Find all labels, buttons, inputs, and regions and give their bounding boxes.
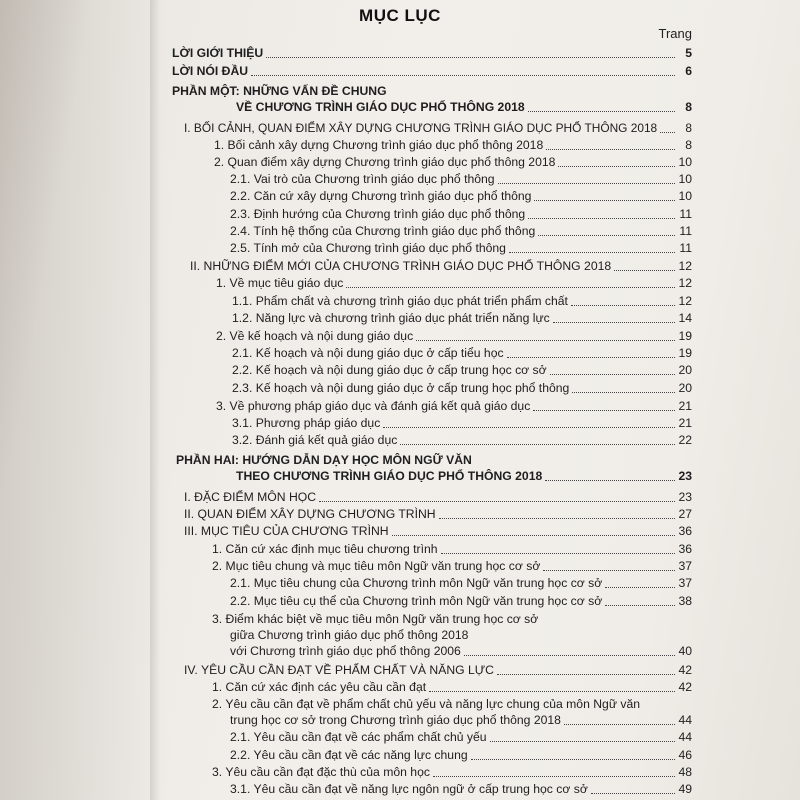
dot-leader: [538, 235, 675, 236]
toc-entry-title: VỀ CHƯƠNG TRÌNH GIÁO DỤC PHỔ THÔNG 2018: [236, 100, 525, 114]
toc-entry[interactable]: [230, 241, 692, 256]
dot-leader: [543, 570, 675, 571]
toc-entry-title: 1.2. Năng lực và chương trình giáo dục phát triển năng lực: [232, 311, 550, 325]
toc-entry[interactable]: [172, 64, 692, 79]
toc-entry-title: LỜI NÓI ĐẦU: [172, 64, 249, 78]
page-column-header: Trang: [658, 26, 692, 41]
toc-entry-title: 2. Mục tiêu chung và mục tiêu môn Ngữ văn trung học cơ sở: [212, 559, 541, 573]
dot-leader: [464, 655, 675, 656]
toc-entry[interactable]: [176, 453, 692, 468]
dot-leader: [571, 305, 675, 306]
toc-entry-page-number: 8: [685, 121, 692, 135]
dot-leader: [392, 535, 675, 536]
toc-entry[interactable]: [230, 207, 692, 222]
dot-leader: [251, 75, 675, 76]
toc-entry-title: 1. Căn cứ xác định các yêu cầu cần đạt: [212, 680, 427, 694]
toc-entry-page-number: 14: [678, 311, 692, 325]
toc-entry[interactable]: [212, 765, 692, 780]
toc-entry-title: 3. Yêu cầu cần đạt đặc thù của môn học: [212, 765, 430, 779]
toc-entry-page-number: 23: [678, 490, 692, 504]
dot-leader: [471, 759, 675, 760]
toc-entry-title: trung học cơ sở trong Chương trình giáo dục phổ thông 2018: [230, 713, 561, 727]
toc-entry[interactable]: [184, 121, 692, 136]
toc-entry-title: 3. Điểm khác biệt về mục tiêu môn Ngữ văn trung học cơ sở: [212, 612, 539, 626]
toc-entry-page-number: 10: [678, 172, 692, 186]
toc-entry-title: 2.1. Yêu cầu cần đạt về các phẩm chất chủ yếu: [230, 730, 487, 744]
toc-entry[interactable]: [230, 594, 692, 609]
dot-leader: [507, 357, 675, 358]
dot-leader: [429, 691, 675, 692]
toc-entry-page-number: 42: [678, 663, 692, 677]
dot-leader: [400, 444, 675, 445]
toc-entry-title: 2.2. Mục tiêu cụ thể của Chương trình môn Ngữ văn trung học cơ sở: [230, 594, 603, 608]
toc-entry[interactable]: [232, 346, 692, 361]
dot-leader: [346, 287, 675, 288]
toc-entry[interactable]: [212, 697, 692, 712]
toc-entry-page-number: 11: [679, 224, 692, 238]
toc-entry-title: 2. Quan điểm xây dựng Chương trình giáo dục phổ thông 2018: [214, 155, 556, 169]
toc-entry[interactable]: [232, 381, 692, 396]
toc-entry-page-number: 12: [678, 259, 692, 273]
page-title: MỤC LỤC: [359, 6, 441, 25]
toc-entry-page-number: 10: [678, 189, 692, 203]
dot-leader: [509, 252, 675, 253]
toc-entry-title: 2.4. Tính hệ thống của Chương trình giáo dục phổ thông: [230, 224, 536, 238]
toc-entry-page-number: 38: [678, 594, 692, 608]
toc-entry-title: THEO CHƯƠNG TRÌNH GIÁO DỤC PHỔ THÔNG 2018: [236, 469, 543, 483]
dot-leader: [319, 501, 675, 502]
toc-entry-title: với Chương trình giáo dục phổ thông 2006: [230, 644, 461, 658]
toc-entry-page-number: 48: [678, 765, 692, 779]
toc-entry-page-number: 19: [678, 329, 692, 343]
toc-entry-page-number: 5: [685, 46, 692, 60]
toc-entry[interactable]: [230, 172, 692, 187]
dot-leader: [383, 427, 675, 428]
toc-entry-title: I. BỐI CẢNH, QUAN ĐIỂM XÂY DỰNG CHƯƠNG TRÌNH GIÁO DỤC PHỔ THÔNG 2018: [184, 121, 658, 135]
toc-entry-title: 1. Căn cứ xác định mục tiêu chương trình: [212, 542, 438, 556]
toc-entry-title: 2. Yêu cầu cần đạt về phẩm chất chủ yếu và năng lực chung của môn Ngữ văn: [212, 697, 641, 711]
toc-entry-title: PHẦN MỘT: NHỮNG VẤN ĐỀ CHUNG: [172, 84, 387, 98]
toc-entry-title: 1. Về mục tiêu giáo dục: [216, 276, 344, 290]
toc-entry-title: 2.2. Căn cứ xây dựng Chương trình giáo dục phổ thông: [230, 189, 532, 203]
toc-entry[interactable]: [230, 748, 692, 763]
toc-entry-page-number: 20: [678, 363, 692, 377]
toc-entry[interactable]: [172, 46, 692, 61]
toc-entry-page-number: 46: [678, 748, 692, 762]
dot-leader: [433, 776, 675, 777]
toc-entry-page-number: 40: [678, 644, 692, 658]
toc-entry-page-number: 6: [685, 64, 692, 78]
toc-entry-page-number: 37: [678, 559, 692, 573]
toc-entry-title: II. NHỮNG ĐIỂM MỚI CỦA CHƯƠNG TRÌNH GIÁO DỤC PHỔ THÔNG 2018: [190, 259, 612, 273]
toc-entry[interactable]: [230, 224, 692, 239]
dot-leader: [416, 340, 675, 341]
dot-leader: [614, 270, 675, 271]
toc-entry-title: III. MỤC TIÊU CỦA CHƯƠNG TRÌNH: [184, 524, 389, 538]
dot-leader: [528, 111, 675, 112]
toc-entry-title: 2.3. Kế hoạch và nội dung giáo dục ở cấp trung học phổ thông: [232, 381, 570, 395]
toc-entry-page-number: 8: [685, 138, 692, 152]
toc-entry-page-number: 21: [678, 416, 692, 430]
toc-entry[interactable]: [216, 276, 692, 291]
toc-entry-page-number: 12: [678, 294, 692, 308]
toc-entry-title: 2.1. Vai trò của Chương trình giáo dục phổ thông: [230, 172, 495, 186]
toc-entry-title: LỜI GIỚI THIỆU: [172, 46, 264, 60]
dot-leader: [534, 200, 675, 201]
toc-entry[interactable]: [230, 576, 692, 591]
dot-leader: [266, 57, 675, 58]
toc-entry-title: 3.1. Yêu cầu cần đạt về năng lực ngôn ngữ ở cấp trung học cơ sở: [230, 782, 588, 796]
toc-entry[interactable]: [232, 311, 692, 326]
toc-entry-title: 2.5. Tính mở của Chương trình giáo dục phổ thông: [230, 241, 506, 255]
dot-leader: [553, 322, 675, 323]
toc-entry-title: 1.1. Phẩm chất và chương trình giáo dục phát triển phẩm chất: [232, 294, 568, 308]
toc-entry[interactable]: [230, 713, 692, 728]
dot-leader: [439, 518, 675, 519]
dot-leader: [528, 218, 675, 219]
toc-entry-title: 2.1. Kế hoạch và nội dung giáo dục ở cấp tiểu học: [232, 346, 504, 360]
toc-entry[interactable]: [214, 138, 692, 153]
toc-entry-title: giữa Chương trình giáo dục phổ thông 2018: [230, 628, 469, 642]
toc-entry-page-number: 10: [678, 155, 692, 169]
toc-entry-page-number: 11: [679, 207, 692, 221]
toc-entry-title: 2. Về kế hoạch và nội dung giáo dục: [216, 329, 414, 343]
toc-entry-page-number: 11: [679, 241, 692, 255]
toc-entry-page-number: 19: [678, 346, 692, 360]
dot-leader: [550, 374, 675, 375]
toc-entry-page-number: 22: [678, 433, 692, 447]
toc-entry-title: PHẦN HAI: HƯỚNG DẪN DẠY HỌC MÔN NGỮ VĂN: [176, 453, 472, 467]
dot-leader: [572, 392, 675, 393]
toc-entry[interactable]: [216, 399, 692, 414]
dot-leader: [660, 132, 675, 133]
toc-entry[interactable]: [212, 559, 692, 574]
toc-entry[interactable]: [184, 490, 692, 505]
toc-entry[interactable]: [232, 294, 692, 309]
toc-entry-page-number: 44: [678, 730, 692, 744]
toc-entry-page-number: 36: [678, 542, 692, 556]
toc-entry[interactable]: [212, 680, 692, 695]
dot-leader: [591, 793, 675, 794]
toc-entry-title: I. ĐẶC ĐIỂM MÔN HỌC: [184, 490, 317, 504]
toc-entry-page-number: 21: [678, 399, 692, 413]
dot-leader: [605, 587, 675, 588]
toc-entry-page-number: 12: [678, 276, 692, 290]
toc-entry[interactable]: [212, 542, 692, 557]
toc-entry[interactable]: [184, 663, 692, 678]
toc-entry[interactable]: [216, 329, 692, 344]
dot-leader: [545, 480, 675, 481]
dot-leader: [490, 741, 675, 742]
dot-leader: [605, 605, 675, 606]
toc-entry-title: 3.2. Đánh giá kết quả giáo dục: [232, 433, 398, 447]
toc-entry-title: II. QUAN ĐIỂM XÂY DỰNG CHƯƠNG TRÌNH: [184, 507, 436, 521]
dot-leader: [546, 149, 675, 150]
dot-leader: [497, 674, 675, 675]
toc-entry-title: 2.3. Định hướng của Chương trình giáo dục phổ thông: [230, 207, 526, 221]
toc-entry[interactable]: [184, 507, 692, 522]
toc-entry-page-number: 8: [685, 100, 692, 114]
toc-entry-page-number: 20: [678, 381, 692, 395]
toc-entry-page-number: 36: [678, 524, 692, 538]
toc-entry-title: 2.1. Mục tiêu chung của Chương trình môn Ngữ văn trung học cơ sở: [230, 576, 603, 590]
dot-leader: [558, 166, 675, 167]
dot-leader: [498, 183, 675, 184]
toc-entry-title: 2.2. Kế hoạch và nội dung giáo dục ở cấp trung học cơ sở: [232, 363, 547, 377]
toc-entry[interactable]: [232, 433, 692, 448]
toc-entry[interactable]: [230, 644, 692, 659]
toc-entry[interactable]: [212, 612, 692, 627]
toc-entry[interactable]: [232, 416, 692, 431]
toc-entry-title: 3.1. Phương pháp giáo dục: [232, 416, 381, 430]
toc-entry-page-number: 37: [678, 576, 692, 590]
toc-entry-page-number: 27: [678, 507, 692, 521]
toc-entry[interactable]: [230, 189, 692, 204]
toc-entry-title: 2.2. Yêu cầu cần đạt về các năng lực chung: [230, 748, 468, 762]
dot-leader: [441, 553, 675, 554]
dot-leader: [533, 410, 675, 411]
toc-entry-page-number: 42: [678, 680, 692, 694]
toc-entry-page-number: 23: [678, 469, 692, 483]
toc-entry[interactable]: [190, 259, 692, 274]
toc-entry-page-number: 49: [678, 782, 692, 796]
toc-entry-page-number: 44: [678, 713, 692, 727]
toc-entry[interactable]: [172, 84, 692, 99]
toc-entry[interactable]: [214, 155, 692, 170]
toc-entry[interactable]: [230, 730, 692, 745]
toc-entry[interactable]: [236, 100, 692, 115]
toc-entry[interactable]: [232, 363, 692, 378]
toc-entry-title: 1. Bối cảnh xây dựng Chương trình giáo dục phổ thông 2018: [214, 138, 544, 152]
toc-entry[interactable]: [230, 782, 692, 797]
dot-leader: [564, 724, 675, 725]
toc-entry[interactable]: [230, 628, 692, 643]
toc-entry-title: 3. Về phương pháp giáo dục và đánh giá kết quả giáo dục: [216, 399, 531, 413]
toc-entry[interactable]: [236, 469, 692, 484]
toc-entry-title: IV. YÊU CẦU CẦN ĐẠT VỀ PHẨM CHẤT VÀ NĂNG LỰC: [184, 663, 494, 677]
toc-entry[interactable]: [184, 524, 692, 539]
